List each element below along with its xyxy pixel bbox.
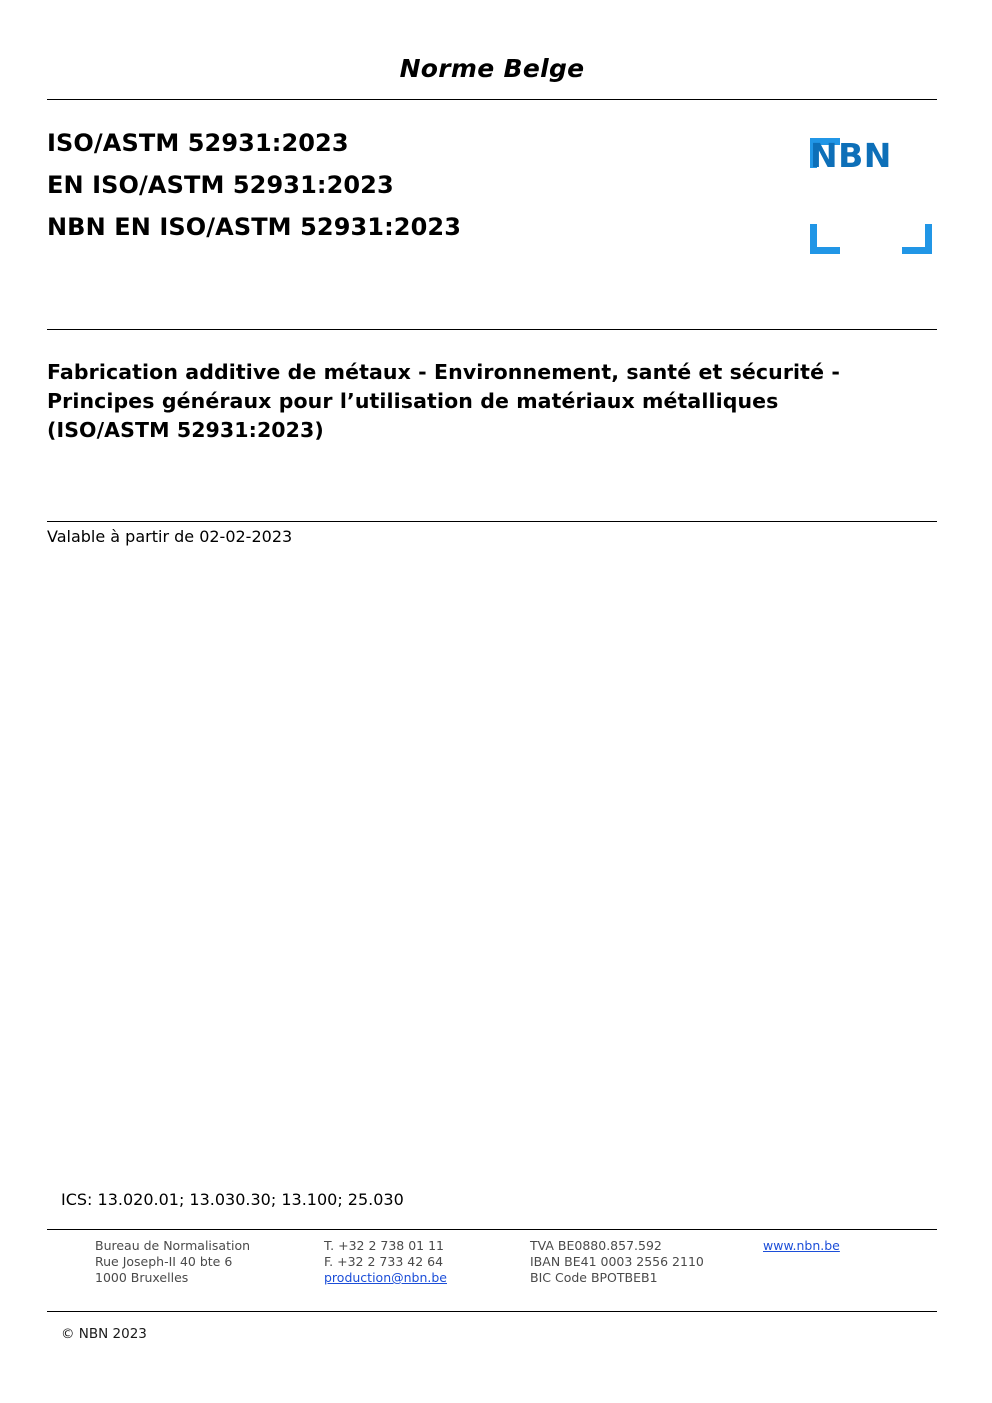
validity-date: Valable à partir de 02-02-2023 bbox=[47, 527, 293, 546]
footer-address-column bbox=[95, 1238, 325, 1286]
nbn-logo bbox=[762, 128, 937, 273]
page-content-area bbox=[47, 0, 937, 1403]
logo-text: NBN bbox=[810, 136, 892, 175]
footer-phone: T. +32 2 738 01 11 bbox=[324, 1238, 444, 1253]
footer-website-link[interactable]: www.nbn.be bbox=[763, 1238, 840, 1253]
ics-codes: ICS: 13.020.01; 13.030.30; 13.100; 25.030 bbox=[61, 1190, 404, 1209]
footer-web-column bbox=[763, 1238, 933, 1254]
standard-reference-iso: ISO/ASTM 52931:2023 bbox=[47, 129, 349, 157]
divider-top bbox=[47, 99, 937, 100]
divider-reference-section bbox=[47, 329, 937, 330]
footer-financial-column bbox=[530, 1238, 760, 1286]
footer-org-city: 1000 Bruxelles bbox=[95, 1270, 189, 1285]
footer-org-street: Rue Joseph-II 40 bte 6 bbox=[95, 1254, 233, 1269]
logo-corner-bottom-left-icon bbox=[810, 224, 840, 254]
footer-org-name: Bureau de Normalisation bbox=[95, 1238, 251, 1253]
copyright-notice: © NBN 2023 bbox=[61, 1326, 147, 1342]
footer-fax: F. +32 2 733 42 64 bbox=[324, 1254, 444, 1269]
logo-corner-bottom-right-icon bbox=[902, 224, 932, 254]
standard-reference-list bbox=[47, 131, 607, 257]
footer-iban: IBAN BE41 0003 2556 2110 bbox=[530, 1254, 704, 1269]
divider-footer-top bbox=[47, 1229, 937, 1230]
footer-bic: BIC Code BPOTBEB1 bbox=[530, 1270, 658, 1285]
footer-vat: TVA BE0880.857.592 bbox=[530, 1238, 662, 1253]
standard-reference-en: EN ISO/ASTM 52931:2023 bbox=[47, 171, 394, 199]
standard-reference-nbn: NBN EN ISO/ASTM 52931:2023 bbox=[47, 213, 461, 241]
divider-subject-section bbox=[47, 521, 937, 522]
footer-contact-column bbox=[324, 1238, 524, 1286]
standard-subject-title: Fabrication additive de métaux - Environnement, santé et sécurité - Principes généraux pour l’utilisation de matériaux métalliques (ISO/ASTM 52931:2023) bbox=[47, 360, 840, 443]
footer-email-link[interactable]: production@nbn.be bbox=[324, 1270, 447, 1285]
page-title: Norme Belge bbox=[399, 54, 585, 83]
divider-footer-bottom bbox=[47, 1311, 937, 1312]
footer-contact-block bbox=[47, 1238, 937, 1302]
